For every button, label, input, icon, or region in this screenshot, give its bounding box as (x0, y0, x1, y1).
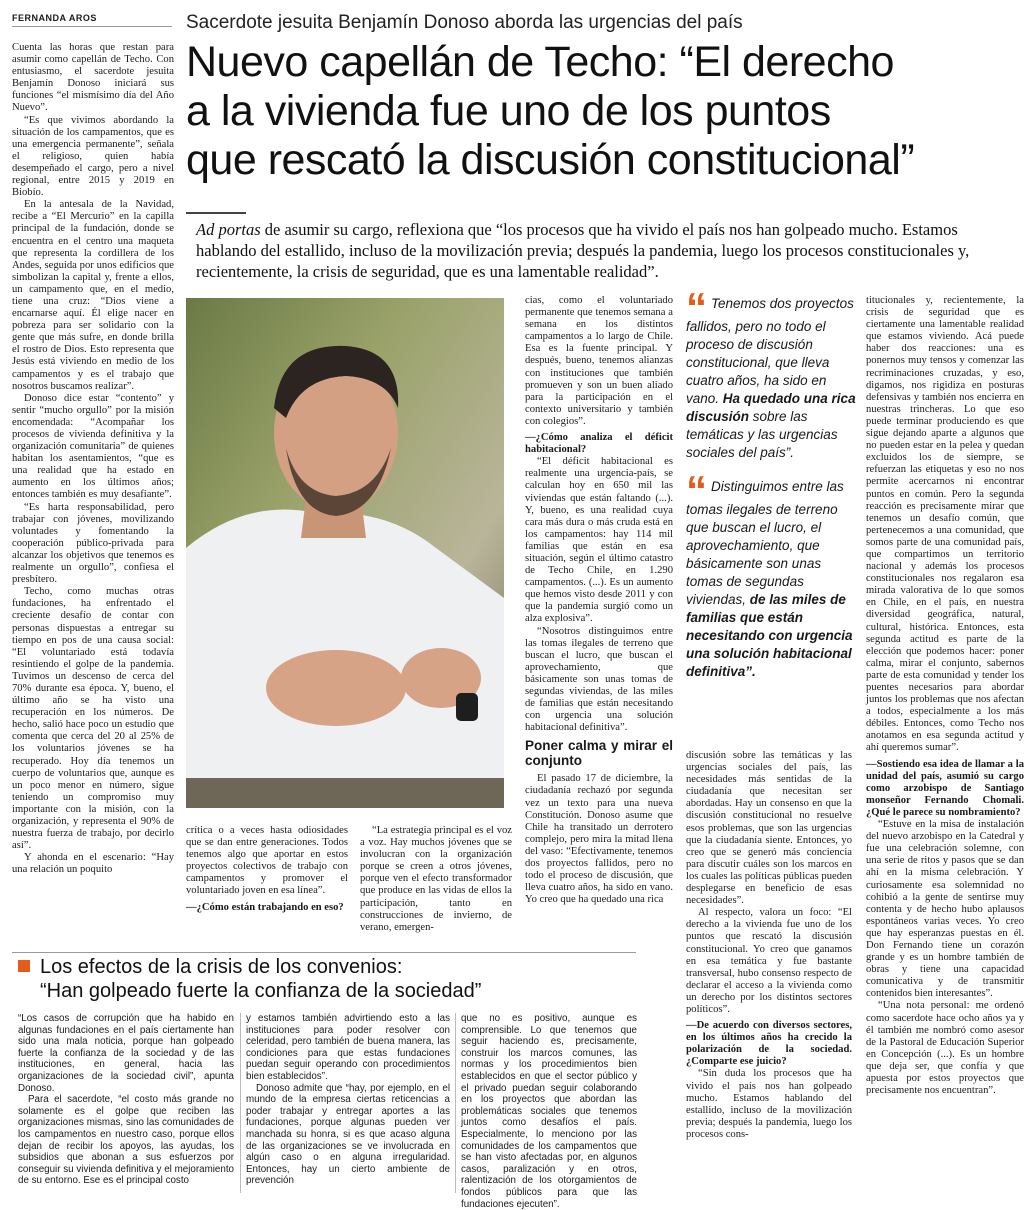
headline (186, 38, 1016, 185)
interview-question: —¿Cómo analiza el déficit habitacional? (525, 432, 673, 456)
deck-lead: Ad portas (196, 220, 261, 239)
interview-question: —Sostiendo esa idea de llamar a la unidad del país, asumió su cargo como arzobispo de Santiago monseñor Fernando Chomali. ¿Qué le parece su nombramiento? (866, 758, 1024, 818)
paragraph: Donoso dice estar “contento” y sentir “mucho orgullo” por la misión encomendada: “Acompañar los procesos de vivienda definitiva y la organización comunitaria” de quienes habitan los asentamientos, “que es una realidad que ha estado en aumento en los últimos años; entonces también es muy desafiante”. (12, 392, 174, 501)
deck (196, 219, 1016, 282)
paragraph: “Nosotros distinguimos entre las tomas ilegales de terreno que buscan el lucro, que buscan el aprovechamiento, que básicamente son unas tomas de segundas viviendas, de las miles de familias que están necesitando con urgencia una solución habitacional definitiva”. (525, 625, 673, 734)
paragraph: “Los casos de corrupción que ha habido en algunas fundaciones en el país ciertamente han sido una mala noticia, porque han golpeado fuerte la confianza de la sociedad y de las instituciones, en general, hacia las organizaciones de la sociedad civil”, apunta Donoso. (18, 1013, 234, 1094)
box-bullet-icon (18, 960, 30, 972)
column-3-bottom (360, 825, 512, 934)
box-title-line-1: Los efectos de la crisis de los convenios: (40, 956, 403, 978)
paragraph: y estamos también advirtiendo esto a las instituciones para poder resolver con celeridad, pero también de buena manera, las condiciones para que estas fundaciones puedan seguir operando con procedimientos bien establecidos”. (246, 1013, 450, 1082)
interview-question: —De acuerdo con diversos sectores, en los últimos años ha crecido la polarización de la sociedad. ¿Comparte ese juicio? (686, 1020, 852, 1068)
paragraph: “Es que vivimos abordando la situación de los campamentos, que es una emergencia permanente”, señala el religioso, quien había desempeñado el cargo, pero a nivel regional, entre 2015 y 2019 en Biobío. (12, 114, 174, 199)
box-divider (455, 1013, 456, 1193)
paragraph: Techo, como muchas otras fundaciones, ha enfrentado el creciente desafío de contar con personas dispuestas a entregar su tiempo en pos de una causa social: “El voluntariado está todavía resintiendo el golpe de la pandemia. Tuvimos un descenso de cerca del 70% durante esa época. Y, bueno, el último año se ha visto una recuperación en los números. De hecho, salió hace poco un estudio que comenta que cerca del 20 al 25% de los voluntarios jóvenes se ha recuperado. Hoy día tenemos un cuerpo de voluntarios que, aunque es un poco menor en número, sigue teniendo un compromiso muy importante con la misión, con la organización, y representa el 90% de nuestra fuerza de trabajo, por decirlo así”. (12, 586, 174, 852)
box-top-rule (12, 952, 636, 953)
paragraph: cias, como el voluntariado permanente que tenemos semana a semana en los distintos campamentos a lo largo de Chile. Esa es la fuente principal. Y después, bueno, tenemos alianzas con instituciones que también promueven y son un buen aliado para la participación en el contexto universitario y también con colegios”. (525, 295, 673, 427)
paragraph: crítica o a veces hasta odiosidades que se dan entre generaciones. Todos tenemos algo que aportar en estos proyectos colectivos de trabajo con campamentos y promover el voluntariado joven en esa línea”. (186, 825, 348, 897)
paragraph: El pasado 17 de diciembre, la ciudadanía rechazó por segunda vez un texto para una nueva Constitución. Donoso asume que Chile ha transitado un derrotero complejo, pero mira la mitad llena del vaso: “Efectivamente, tenemos dos proyectos fallidos, pero no todo el proceso de discusión, que lleva cuatro años, ha sido en vano. Yo creo que ha quedado una rica (525, 773, 673, 906)
pullquote-2: “ Distinguimos entre las tomas ilegales de terreno que buscan el lucro, el aprovechamiento, que básicamente son unas tomas de segundas viviendas, de las miles de familias que están necesitando con urgencia una solución habitacional definitiva”. (686, 467, 853, 679)
paragraph: Y ahonda en el escenario: “Hay una relación un poquito (12, 852, 174, 876)
paragraph: “Estuve en la misa de instalación del nuevo arzobispo en la Catedral y fue una celebración solemne, con una serie de ritos y pasos que se dan ahí en la misma celebración. Y curiosamente esa solemnidad no cohibió a la gente de sentirse muy contenta y de hecho hubo aplausos espontáneos varias veces. Yo creo que hay esperanzas puestas en él. Don Fernando tiene un corazón grande y es un hombre también de obras y tiene una capacidad comunicativa y de transmitir contenidos bien interesantes”. (866, 819, 1024, 1000)
paragraph: “El déficit habitacional es realmente una urgencia-país, se calculan hoy en 650 mil las viviendas que están faltando (...). Y, bueno, es una realidad cuya cara más dura o más cruda está en los campamentos: hay 114 mil familias que están en esa situación, según el último catastro de Techo Chile, en 1.290 campamentos. (...). Es un aumento que hemos visto desde 2011 y con que la pandemia surgió como un alza explosiva”. (525, 456, 673, 625)
paragraph: discusión sobre las temáticas y las urgencias sociales del país, las necesidades más sentidas de la ciudadanía que necesitan ser abordadas. Hay un consenso en que la discusión constitucional no resuelve esos problemas, que son las urgencias que la ciudadanía siente. Entonces, yo creo que se generó más conciencia para discutir cuáles son los marcos en los cuales las políticas públicas pueden desplegarse en beneficio de esas necesidades”. (686, 750, 852, 907)
box-divider (240, 1013, 241, 1193)
byline: FERNANDA AROS (12, 13, 172, 27)
paragraph: Para el sacerdote, “el costo más grande no solamente es el golpe que reciben las organizaciones mismas, sino las comunidades de los campamentos en nuestro caso, porque ellos dejan de recibir los apoyos, las ayudas, los subsidios que abonan a sus esfuerzos por conseguir su vivienda definitiva y el mejoramiento de su entorno. Ese es el principal costo (18, 1094, 234, 1187)
column-6 (866, 295, 1024, 1097)
pullquote-1: “ Tenemos dos proyectos fallidos, pero no todo el proceso de discusión constitucional, que lleva cuatro años, ha sido en vano. Ha quedado una rica discusión sobre las temáticas y las urgencias sociales del país”. (686, 284, 856, 460)
paragraph: titucionales y, recientemente, la crisis de seguridad que es ciertamente una lamentable realidad que estamos viviendo. Acá puede haber dos reacciones: una es ponernos muy tensos y comenzar las recriminaciones cruzadas, y eso, digamos, nos rigidiza en posturas defensivas y también nos encierra en nuestras trincheras. Lo que eso puede terminar produciendo es que sigue dejando aparte a algunos que no pueden estar en la pelea y quedan excluidos los de siempre, se refuerzan las etiquetas y eso no nos permite acercarnos ni encontrar puntos en común. Pero la segunda reacción es precisamente mirar que tenemos un desafío común, que pertenecemos a una comunidad, que somos parte de una comunidad país, que compartimos un territorio nacional y además los procesos constitucionales nos regalaron esa mirada valorativa de lo que somos en Chile, en el país, en nuestra diversidad geográfica, natural, cultural, histórica. Entonces, esta segunda actitud es parte de la elección que podemos hacer: poner calma, mirar el conjunto, sabernos parte de esta comunidad y tender los puentes necesarios para abordar juntos los problemas que nos afectan a todos, especialmente a los más débiles. Entonces, como Techo nos anotamos en esa segunda actitud y ahí queremos sumar”. (866, 295, 1024, 754)
paragraph: Cuenta las horas que restan para asumir como capellán de Techo. Con entusiasmo, el sacerdote jesuita Benjamín Donoso iniciará sus funciones “el mismísimo día del Año Nuevo”. (12, 42, 174, 114)
box-title-line-2: “Han golpeado fuerte la confianza de la sociedad” (40, 980, 482, 1002)
box-column-1 (18, 1013, 234, 1187)
paragraph: Donoso admite que “hay, por ejemplo, en el mundo de la empresa ciertas reticencias a poder trabajar y entregar aportes a las fundaciones, porque algunas pueden ver manchada su honra, si es que acaso alguna de las organizaciones se ve involucrada en algún caso o en alguna irregularidad. Entonces, hay un cierto ambiente de prevención (246, 1082, 450, 1187)
headline-line-3: que rescató la discusión constitucional” (186, 136, 915, 184)
column-1 (12, 42, 174, 876)
interview-question: —¿Cómo están trabajando en eso? (186, 901, 344, 913)
headline-line-1: Nuevo capellán de Techo: “El derecho (186, 38, 894, 86)
paragraph: “Una nota personal: me ordenó como sacerdote hace ocho años ya y él también me nombró como asesor de la Pastoral de Educación Superior en Concepción (...). Es un hombre que deja ser, que confía y que apuesta por estos proyectos que precisamente nos encuentran”. (866, 1000, 1024, 1097)
box-column-2 (246, 1013, 450, 1187)
column-5 (686, 750, 852, 1141)
subheading: Poner calma y mirar el conjunto (525, 738, 673, 769)
column-4 (525, 295, 673, 906)
box-column-3 (461, 1013, 637, 1210)
portrait-illustration (186, 298, 504, 808)
quote-mark-icon: “ (686, 284, 707, 331)
paragraph: que no es positivo, aunque es comprensible. Lo que tenemos que seguir haciendo es, precisamente, construir los marcos comunes, las normas y los procedimientos bien establecidos en que el sector público y el privado puedan seguir colaborando en los proyectos que abordan las problemáticas sociales que tenemos juntos como desafíos el país. Especialmente, lo menciono por las comunidades de los campamentos que se han visto afectadas por, en algunos casos, paralización y en otros, ralentización de los otorgamientos de fondos públicos para que las fundaciones ejecuten”. (461, 1013, 637, 1210)
portrait-photo (186, 298, 504, 808)
paragraph: En la antesala de la Navidad, recibe a “El Mercurio” en la capilla principal de la fundación, donde se encuentra en el centro una maqueta que representa la cordillera de los Andes, seguida por unos edificios que simbolizan la capital y, frente a ellos, un campamento que, en el medio, tiene una cruz: “Dios viene a encarnarse aquí. Él elige nacer en pobreza para ser solidario con la gente que más sufre, en donde brilla el rostro de Dios. Esto representa que Jesús está viviendo en medio de los campamentos y es el trabajo que nosotros buscamos realizar”. (12, 199, 174, 392)
kicker: Sacerdote jesuita Benjamín Donoso aborda las urgencias del país (186, 12, 743, 33)
pullquote-box (686, 284, 856, 697)
box-title (40, 955, 640, 1003)
paragraph: “La estrategia principal es el voz a voz. Hay muchos jóvenes que se involucran con la organización porque se creen a otros jóvenes, porque ven el efecto transformador que produce en las vidas de ellos la participación, tanto en construcciones de invierno, de verano, emergen- (360, 825, 512, 933)
deck-text: de asumir su cargo, reflexiona que “los procesos que ha vivido el país nos han golpeado mucho. Estamos hablando del estallido, incluso de la movilización previa; después la pandemia, luego los procesos constitucionales y, recientemente, la crisis de seguridad, que es una lamentable realidad”. (196, 220, 970, 281)
paragraph: “Es harta responsabilidad, pero trabajar con jóvenes, movilizando voluntades y fomentando la cooperación público-privada para alcanzar los objetivos que tenemos es realmente un orgullo”, confiesa el presbítero. (12, 501, 174, 586)
quote-mark-icon: “ (686, 467, 707, 514)
deck-rule (186, 212, 246, 214)
headline-line-2: a la vivienda fue uno de los puntos (186, 87, 831, 135)
paragraph: “Sin duda los procesos que ha vivido el país nos han golpeado mucho. Estamos hablando del estallido, incluso de la movilización previa; después la pandemia, luego los procesos cons- (686, 1068, 852, 1140)
paragraph: Al respecto, valora un foco: “El derecho a la vivienda fue uno de los puntos que rescató la discusión constitucional. Yo creo que ganamos en esa temática y fue bastante transversal, hubo consenso respecto de declarar el acceso a la vivienda como un derecho por los distintos sectores políticos”. (686, 907, 852, 1015)
column-2-bottom (186, 825, 348, 914)
